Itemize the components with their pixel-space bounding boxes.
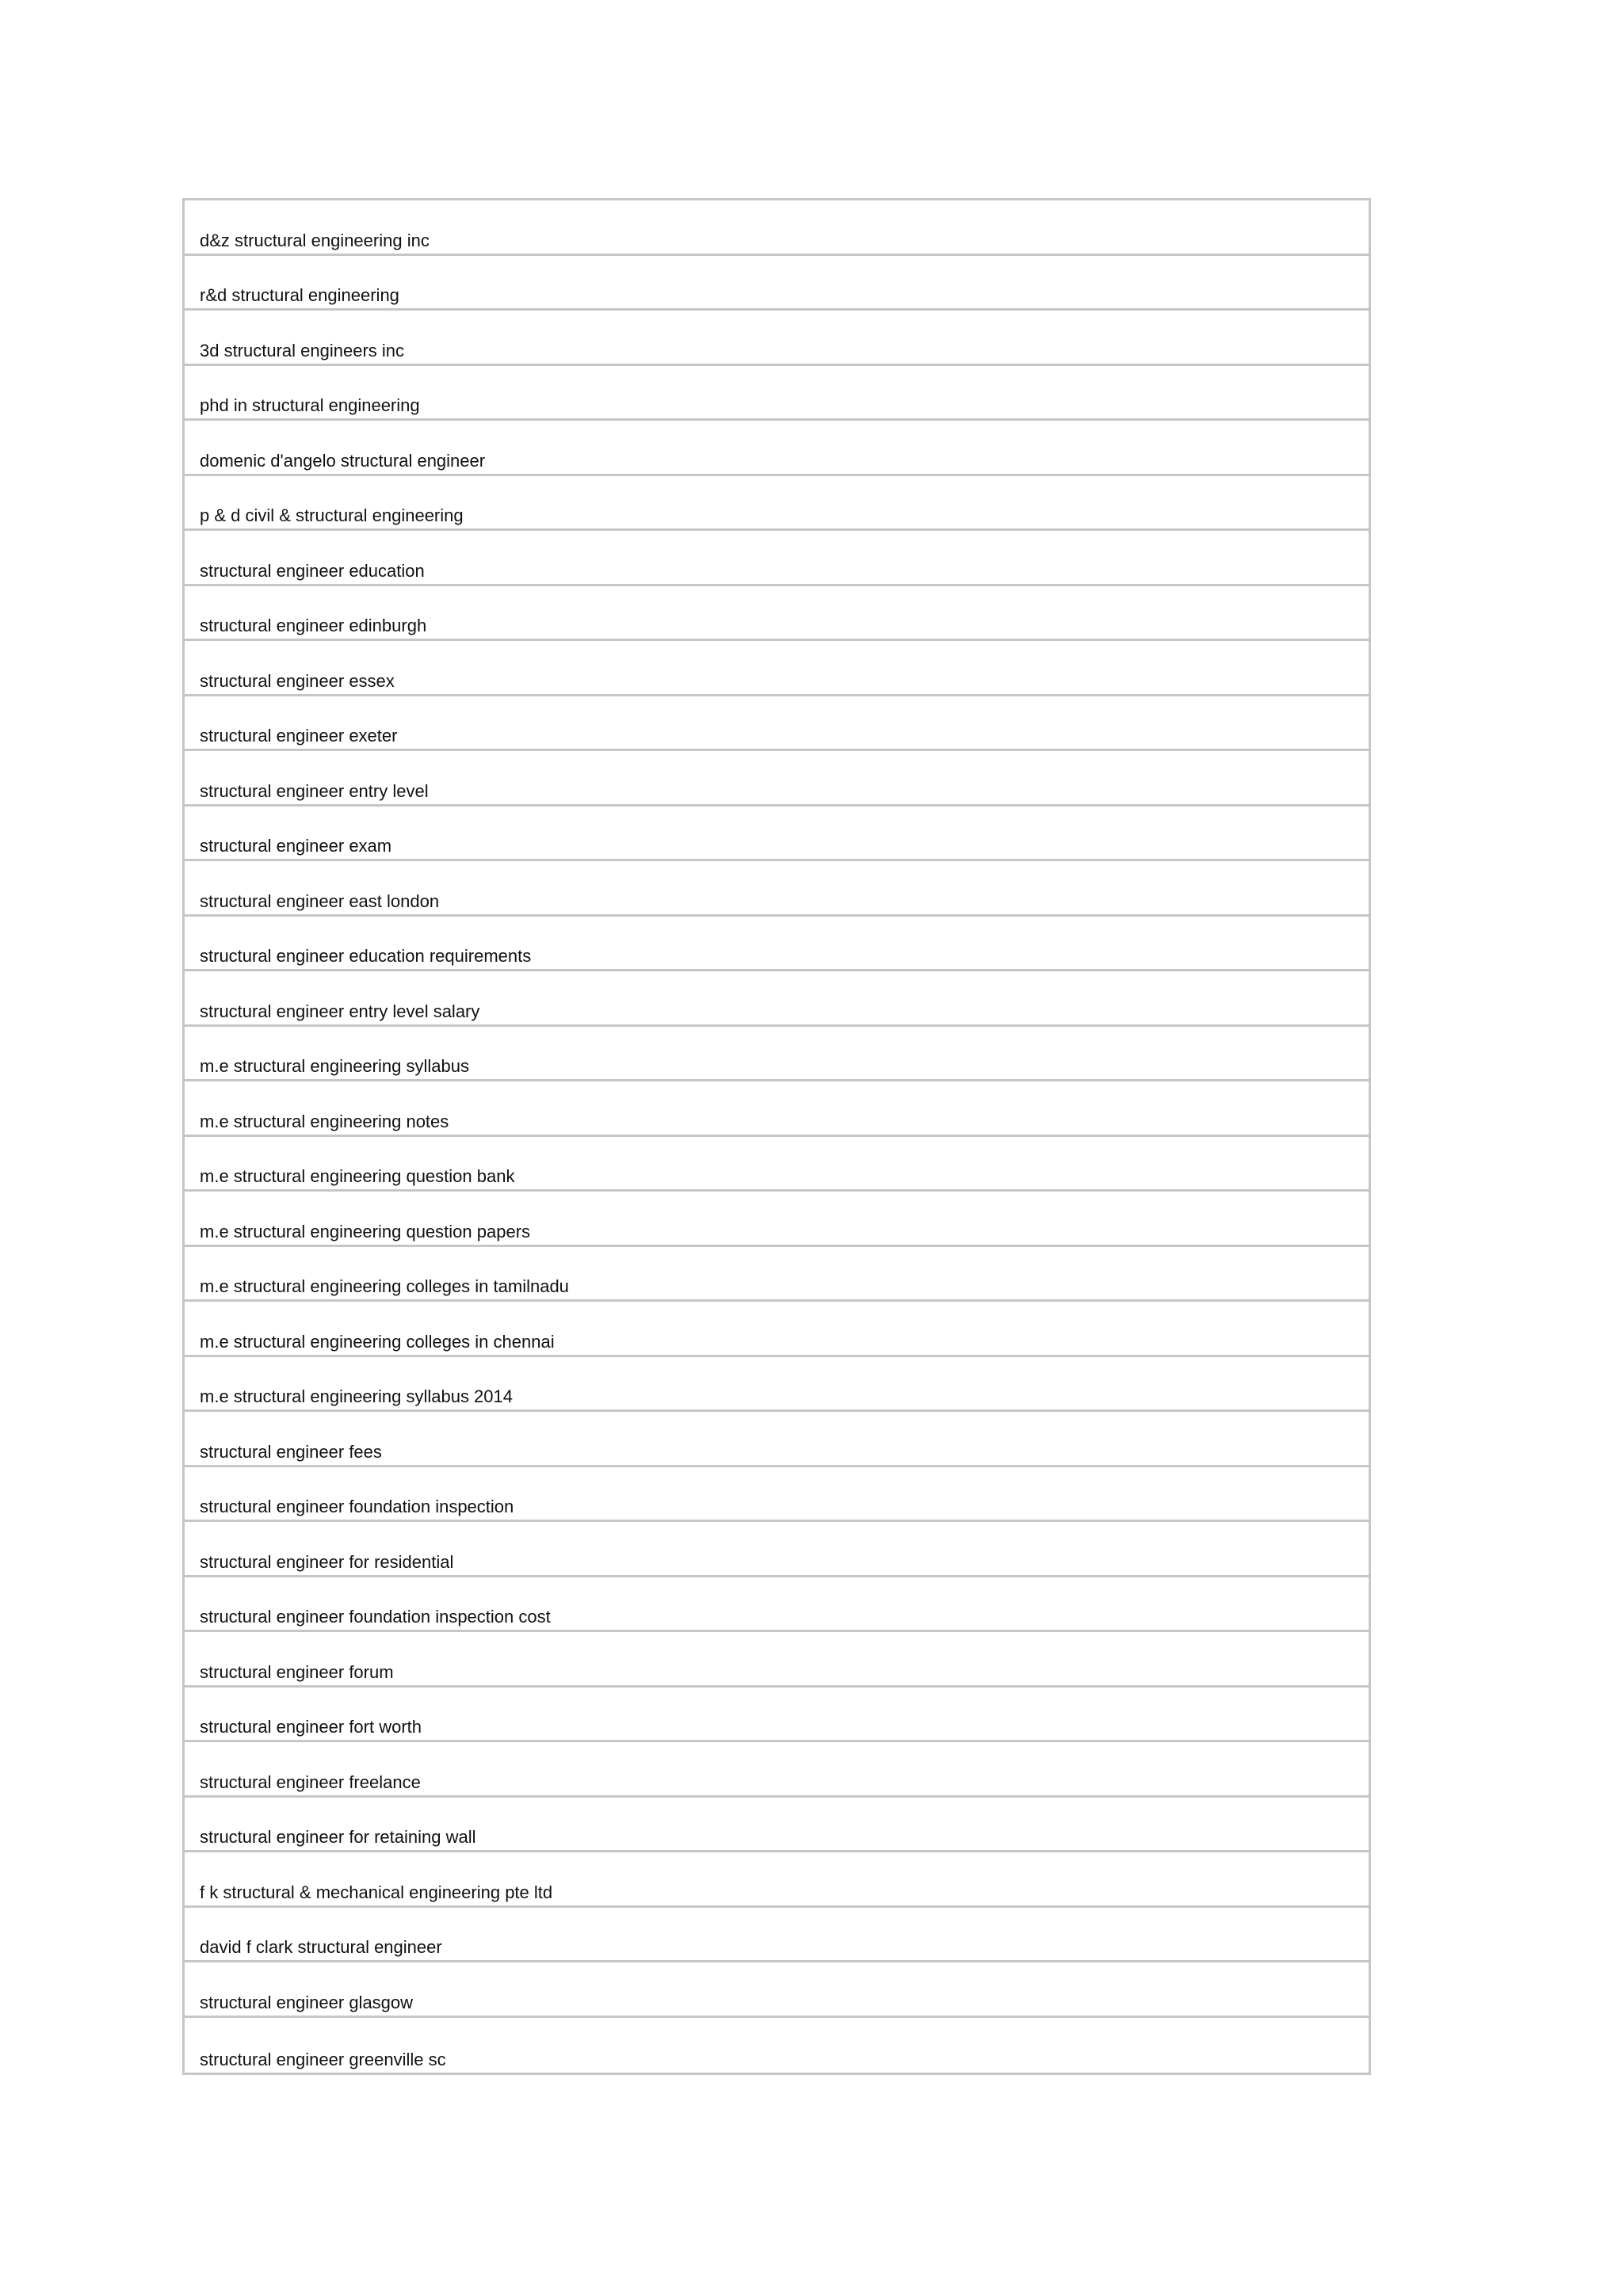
table-row: [185, 200, 1369, 256]
table-row: [185, 1302, 1369, 1357]
table-cell: d&z structural engineering inc: [200, 230, 430, 250]
table-row: [185, 917, 1369, 972]
table-cell: structural engineer exeter: [200, 726, 398, 746]
table-row: [185, 1852, 1369, 1908]
table-row: [185, 311, 1369, 366]
table-cell: structural engineer foundation inspection: [200, 1497, 514, 1516]
table-cell: m.e structural engineering notes: [200, 1111, 449, 1131]
table-row: [185, 807, 1369, 862]
table-row: [185, 1412, 1369, 1467]
table-row: [185, 1027, 1369, 1082]
table-row: [185, 1137, 1369, 1192]
table-row: [185, 586, 1369, 642]
table-cell: structural engineer for residential: [200, 1551, 454, 1572]
table-cell: structural engineer essex: [200, 670, 395, 691]
table-cell: phd in structural engineering: [200, 395, 420, 415]
table-cell: structural engineer east london: [200, 891, 440, 911]
table-row: [185, 696, 1369, 752]
table-row: [185, 1798, 1369, 1853]
table-cell: m.e structural engineering colleges in chennai: [200, 1331, 555, 1352]
table-row: [185, 1192, 1369, 1247]
table-row: [185, 476, 1369, 532]
table-cell: structural engineer foundation inspection cost: [200, 1607, 551, 1627]
table-row: [185, 366, 1369, 421]
table-row: [185, 1632, 1369, 1688]
table-row: [185, 531, 1369, 586]
table-cell: m.e structural engineering syllabus 2014: [200, 1386, 514, 1406]
table-cell: structural engineer greenville sc: [200, 2050, 446, 2069]
table-row: [185, 1081, 1369, 1137]
table-cell: m.e structural engineering syllabus: [200, 1056, 469, 1076]
table-row: [185, 1688, 1369, 1743]
keyword-table: [182, 198, 1371, 2075]
table-cell: structural engineer forum: [200, 1661, 394, 1682]
table-cell: structural engineer fort worth: [200, 1717, 422, 1737]
table-row: [185, 1962, 1369, 2018]
table-cell: f k structural & mechanical engineering pte ltd: [200, 1882, 553, 1902]
table-cell: structural engineer glasgow: [200, 1992, 414, 2012]
table-row: [185, 1908, 1369, 1963]
table-row: [185, 1577, 1369, 1633]
table-cell: m.e structural engineering colleges in tamilnadu: [200, 1276, 569, 1296]
table-cell: structural engineer fees: [200, 1441, 382, 1462]
table-cell: 3d structural engineers inc: [200, 340, 405, 360]
table-cell: domenic d'angelo structural engineer: [200, 450, 486, 471]
table-row: [185, 1357, 1369, 1413]
table-row: [185, 751, 1369, 807]
table-row: [185, 641, 1369, 696]
table-cell: structural engineer education: [200, 560, 425, 581]
table-row: [185, 1742, 1369, 1798]
table-cell: structural engineer freelance: [200, 1772, 421, 1792]
table-cell: p & d civil & structural engineering: [200, 505, 464, 525]
table-row: [185, 1467, 1369, 1523]
table-row: [185, 861, 1369, 917]
table-cell: structural engineer entry level: [200, 780, 429, 801]
table-cell: m.e structural engineering question bank: [200, 1166, 515, 1186]
table-row: [185, 971, 1369, 1027]
table-cell: structural engineer edinburgh: [200, 616, 427, 635]
table-row: [185, 2018, 1369, 2073]
table-cell: structural engineer entry level salary: [200, 1001, 480, 1021]
table-cell: structural engineer education requirements: [200, 946, 532, 966]
table-row: [185, 1522, 1369, 1577]
table-cell: david f clark structural engineer: [200, 1937, 442, 1957]
table-row: [185, 1247, 1369, 1302]
table-cell: structural engineer for retaining wall: [200, 1827, 476, 1847]
table-cell: m.e structural engineering question papers: [200, 1221, 531, 1241]
table-cell: r&d structural engineering: [200, 285, 399, 305]
table-row: [185, 421, 1369, 476]
table-cell: structural engineer exam: [200, 836, 392, 856]
table-row: [185, 256, 1369, 311]
